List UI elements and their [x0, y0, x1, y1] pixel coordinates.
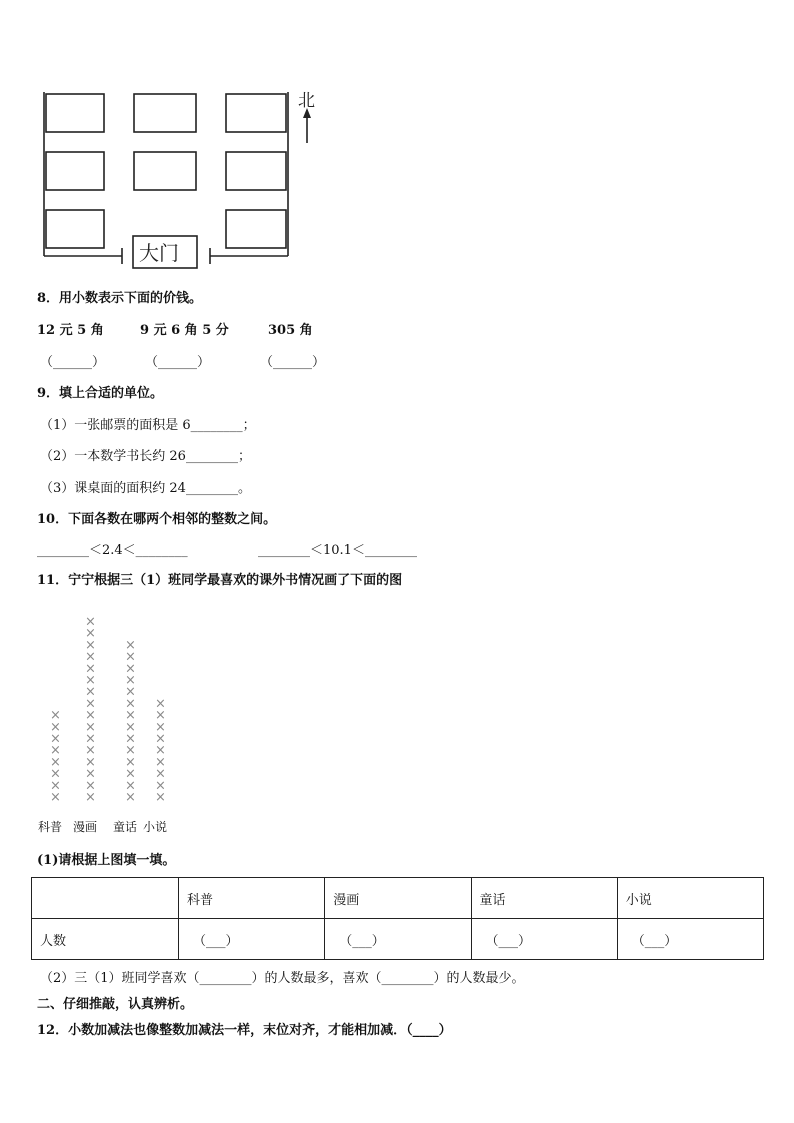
pictograph-chart: [30, 605, 200, 837]
q8-price-2: 9 元 6 角 5 分: [140, 323, 229, 338]
table-header-cell: 小说: [617, 878, 763, 919]
table-header-cell: 科普: [179, 878, 325, 919]
pictograph-mark-童话: ×: [125, 708, 136, 724]
q10-item-1[interactable]: ________＜2.4＜________: [37, 543, 188, 558]
map-block: [226, 152, 286, 190]
section2-title: 二、仔细推敲，认真辨析。: [37, 997, 194, 1012]
pictograph-mark-科普: ×: [50, 754, 61, 770]
table-header-cell: 漫画: [325, 878, 471, 919]
pictograph-mark-童话: ×: [125, 778, 136, 794]
pictograph-mark-科普: ×: [50, 731, 61, 747]
pictograph-mark-漫画: ×: [85, 719, 96, 735]
pictograph-mark-科普: ×: [50, 719, 61, 735]
q8-price-1: 12 元 5 角: [37, 323, 104, 338]
map-block: [46, 94, 104, 132]
pictograph-mark-漫画: ×: [85, 754, 96, 770]
pictograph-mark-小说: ×: [155, 719, 166, 735]
pictograph-mark-漫画: ×: [85, 637, 96, 653]
q11-title: 11．宁宁根据三（1）班同学最喜欢的课外书情况画了下面的图: [37, 573, 403, 588]
pictograph-mark-科普: ×: [50, 778, 61, 794]
q11-sub2[interactable]: （2）三（1）班同学喜欢（________）的人数最多，喜欢（________）的人数最少。: [40, 971, 525, 986]
pictograph-mark-小说: ×: [155, 754, 166, 770]
pictograph-mark-漫画: ×: [85, 649, 96, 665]
table-blank[interactable]: （___）: [339, 933, 385, 949]
q12-text[interactable]: 12．小数加减法也像整数加减法一样，末位对齐，才能相加减．（____）: [37, 1023, 452, 1038]
pictograph-mark-科普: ×: [50, 790, 61, 805]
category-label: 科普: [38, 820, 63, 834]
map-block: [134, 152, 196, 190]
table-blank-cell[interactable]: [617, 919, 763, 960]
pictograph-mark-漫画: ×: [85, 614, 96, 630]
pictograph-mark-科普: ×: [50, 708, 61, 724]
q9-item-2[interactable]: （2）一本数学书长约 26________；: [40, 449, 251, 464]
pictograph-mark-漫画: ×: [85, 731, 96, 747]
q8-answer-1[interactable]: （______）: [40, 355, 106, 370]
category-label: 小说: [143, 820, 168, 834]
pictograph-mark-小说: ×: [155, 708, 166, 724]
category-label: 童话: [113, 820, 138, 834]
pictograph-mark-小说: ×: [155, 731, 166, 747]
q8-answer-2[interactable]: （______）: [145, 355, 211, 370]
pictograph-mark-小说: ×: [155, 696, 166, 712]
pictograph-mark-漫画: ×: [85, 790, 96, 805]
table-blank[interactable]: （___）: [485, 933, 532, 949]
table-blank[interactable]: （___）: [631, 933, 678, 949]
map-block: [226, 94, 286, 132]
q11-sub1: (1)请根据上图填一填。: [37, 853, 176, 868]
pictograph-mark-童话: ×: [125, 696, 136, 712]
pictograph-mark-童话: ×: [125, 754, 136, 770]
pictograph-mark-童话: ×: [125, 731, 136, 747]
pictograph-mark-漫画: ×: [85, 696, 96, 712]
pictograph-mark-童话: ×: [125, 719, 136, 735]
pictograph-mark-漫画: ×: [85, 684, 96, 700]
pictograph-mark-漫画: ×: [85, 661, 96, 677]
pictograph-mark-小说: ×: [155, 790, 166, 805]
table-corner-cell: [32, 878, 179, 919]
pictograph-mark-漫画: ×: [85, 743, 96, 759]
map-block: [226, 210, 286, 248]
q9-item-3[interactable]: （3）课桌面的面积约 24________。: [40, 481, 251, 496]
pictograph-mark-童话: ×: [125, 766, 136, 782]
north-label: 北: [298, 91, 315, 111]
q9-title: 9．填上合适的单位。: [37, 386, 164, 401]
pictograph-mark-童话: ×: [125, 790, 136, 805]
table-blank[interactable]: （___）: [193, 933, 239, 949]
q10-title: 10．下面各数在哪两个相邻的整数之间。: [37, 512, 277, 527]
map-block: [46, 152, 104, 190]
pictograph-mark-童话: ×: [125, 743, 136, 759]
pictograph-mark-童话: ×: [125, 637, 136, 653]
table-blank-cell[interactable]: [325, 919, 471, 960]
pictograph-mark-童话: ×: [125, 649, 136, 665]
pictograph-mark-童话: ×: [125, 684, 136, 700]
table-blank-cell[interactable]: [471, 919, 617, 960]
gate-label: 大门: [139, 241, 179, 265]
map-block: [134, 94, 196, 132]
table-row: [32, 919, 764, 960]
q10-item-2[interactable]: ________＜10.1＜________: [258, 543, 417, 558]
q8-answer-3[interactable]: （______）: [260, 355, 326, 370]
map-block: [46, 210, 104, 248]
table-header-cell: 童话: [471, 878, 617, 919]
table-header-row: [32, 878, 764, 919]
pictograph-mark-小说: ×: [155, 743, 166, 759]
pictograph-mark-漫画: ×: [85, 766, 96, 782]
pictograph-mark-科普: ×: [50, 743, 61, 759]
pictograph-mark-科普: ×: [50, 766, 61, 782]
fill-table: [31, 877, 764, 960]
pictograph-mark-漫画: ×: [85, 626, 96, 642]
pictograph-mark-童话: ×: [125, 673, 136, 688]
q8-title: 8．用小数表示下面的价钱。: [37, 291, 203, 306]
pictograph-mark-小说: ×: [155, 766, 166, 782]
pictograph-mark-漫画: ×: [85, 708, 96, 724]
pictograph-mark-童话: ×: [125, 661, 136, 677]
table-row-label: 人数: [32, 919, 179, 960]
category-label: 漫画: [73, 820, 98, 834]
pictograph-mark-小说: ×: [155, 778, 166, 794]
q8-price-3: 305 角: [268, 323, 313, 338]
table-blank-cell[interactable]: [179, 919, 325, 960]
q9-item-1[interactable]: （1）一张邮票的面积是 6________；: [40, 418, 256, 433]
pictograph-mark-漫画: ×: [85, 778, 96, 794]
pictograph-mark-漫画: ×: [85, 673, 96, 688]
campus-map: [40, 88, 340, 278]
